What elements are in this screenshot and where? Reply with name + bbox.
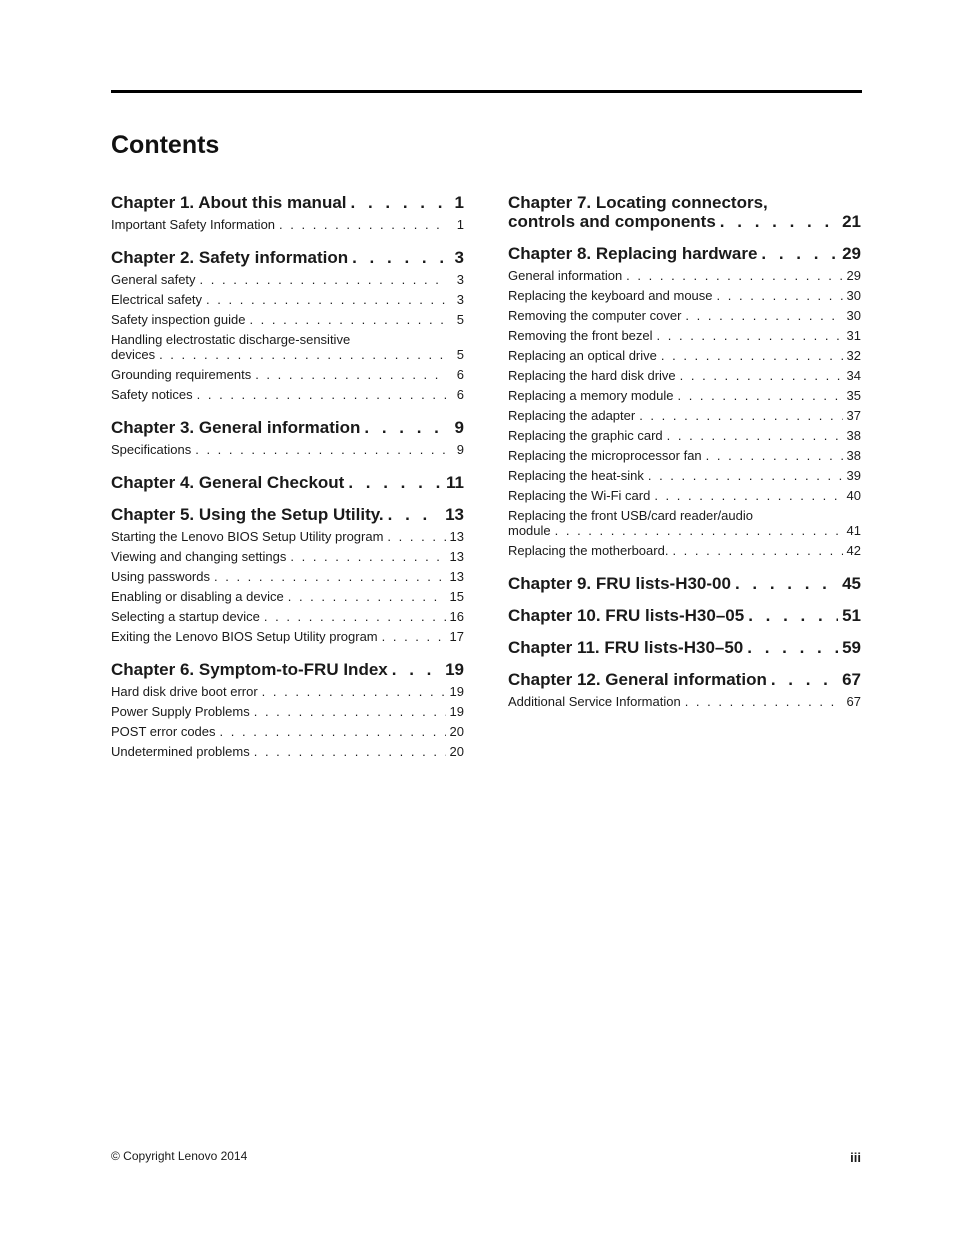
chapter-link[interactable] <box>111 418 464 437</box>
dot-leader <box>392 660 441 679</box>
dot-leader <box>351 193 446 212</box>
entry-line <box>508 268 861 283</box>
toc-entry[interactable] <box>111 567 464 587</box>
dot-leader <box>654 488 842 503</box>
toc-entry[interactable] <box>111 440 464 460</box>
entry-title: Grounding requirements <box>111 367 252 382</box>
chapter-page-number: 67 <box>842 670 861 689</box>
dot-leader <box>657 328 843 343</box>
chapter-link[interactable] <box>508 244 861 263</box>
entry-title: Important Safety Information <box>111 217 276 232</box>
entry-line <box>508 523 861 538</box>
toc-entry[interactable] <box>111 607 464 627</box>
toc-chapter <box>111 473 464 492</box>
dot-leader <box>254 704 446 719</box>
dot-leader <box>735 574 838 593</box>
chapter-link[interactable] <box>508 670 861 689</box>
dot-leader <box>387 529 445 544</box>
chapter-page-number: 9 <box>454 418 464 437</box>
dot-leader <box>626 268 842 283</box>
entry-title: Replacing the motherboard. <box>508 543 669 558</box>
dot-leader <box>667 428 843 443</box>
chapter-title: Chapter 12. General information <box>508 670 767 689</box>
dot-leader <box>290 549 445 564</box>
toc-entry-list <box>111 527 464 647</box>
dot-leader <box>685 308 842 323</box>
chapter-title: Chapter 6. Symptom-to-FRU Index <box>111 660 388 679</box>
dot-leader <box>264 609 446 624</box>
entry-page-number: 5 <box>456 347 464 362</box>
toc-entry[interactable] <box>508 406 861 426</box>
toc-entry[interactable] <box>111 270 464 290</box>
dot-leader <box>159 347 446 362</box>
entry-page-number: 6 <box>456 387 464 402</box>
entry-title: Undetermined problems <box>111 744 250 759</box>
entry-title: Hard disk drive boot error <box>111 684 258 699</box>
entry-page-number: 39 <box>846 468 861 483</box>
toc-chapter <box>508 244 861 561</box>
page-title: Contents <box>111 131 220 159</box>
chapter-link[interactable] <box>508 574 861 593</box>
entry-line <box>508 348 861 363</box>
page-number: iii <box>850 1150 861 1165</box>
dot-leader <box>388 505 441 524</box>
entry-line <box>111 629 464 644</box>
toc-entry[interactable] <box>508 506 861 541</box>
entry-title: Replacing the adapter <box>508 408 636 423</box>
entry-title: Electrical safety <box>111 292 203 307</box>
dot-leader <box>348 473 442 492</box>
entry-title: Replacing a memory module <box>508 388 674 403</box>
toc-entry[interactable] <box>508 346 861 366</box>
chapter-link[interactable] <box>111 660 464 679</box>
entry-page-number: 34 <box>846 368 861 383</box>
toc-entry-list <box>111 682 464 762</box>
entry-page-number: 19 <box>449 684 464 699</box>
entry-line <box>111 609 464 624</box>
chapter-page-number: 51 <box>842 606 861 625</box>
chapter-link[interactable] <box>111 473 464 492</box>
chapter-page-number: 21 <box>842 212 861 231</box>
chapter-title: Chapter 5. Using the Setup Utility. <box>111 505 384 524</box>
entry-line <box>508 328 861 343</box>
entry-title-line: Replacing the front USB/card reader/audio <box>508 508 753 523</box>
entry-page-number: 29 <box>846 268 861 283</box>
entry-title: Replacing the Wi-Fi card <box>508 488 651 503</box>
toc-chapter <box>111 193 464 235</box>
dot-leader <box>677 388 842 403</box>
chapter-link[interactable] <box>508 212 861 231</box>
entry-title: Replacing the graphic card <box>508 428 663 443</box>
toc-entry[interactable] <box>508 366 861 386</box>
entry-line <box>111 724 464 739</box>
toc-entry-list <box>508 266 861 561</box>
chapter-page-number: 45 <box>842 574 861 593</box>
chapter-link[interactable] <box>111 505 464 524</box>
dot-leader <box>249 312 446 327</box>
entry-page-number: 32 <box>846 348 861 363</box>
dot-leader <box>672 543 842 558</box>
entry-page-number: 5 <box>456 312 464 327</box>
entry-line <box>111 549 464 564</box>
entry-line <box>111 217 464 232</box>
entry-line <box>111 347 464 362</box>
toc-column-left <box>111 193 464 775</box>
chapter-page-number: 11 <box>446 473 464 492</box>
entry-title: Replacing the keyboard and mouse <box>508 288 713 303</box>
entry-title: Starting the Lenovo BIOS Setup Utility program <box>111 529 384 544</box>
entry-line <box>111 704 464 719</box>
dot-leader <box>661 348 843 363</box>
dot-leader <box>352 248 446 267</box>
toc-chapter <box>111 418 464 460</box>
entry-title: Safety inspection guide <box>111 312 246 327</box>
entry-page-number: 20 <box>449 724 464 739</box>
toc-entry[interactable] <box>111 215 464 235</box>
chapter-title: Chapter 4. General Checkout <box>111 473 345 492</box>
entry-title: General information <box>508 268 623 283</box>
toc-entry[interactable] <box>111 722 464 742</box>
dot-leader <box>214 569 446 584</box>
dot-leader <box>720 212 838 231</box>
toc-entry[interactable] <box>111 587 464 607</box>
toc-chapter <box>508 193 861 231</box>
toc-entry[interactable] <box>508 466 861 486</box>
toc-entry[interactable] <box>508 306 861 326</box>
toc-entry[interactable] <box>508 486 861 506</box>
toc-chapter <box>508 638 861 657</box>
chapter-page-number: 29 <box>842 244 861 263</box>
dot-leader <box>717 288 843 303</box>
entry-line <box>111 272 464 287</box>
dot-leader <box>382 629 446 644</box>
entry-title: Enabling or disabling a device <box>111 589 284 604</box>
toc-entry[interactable] <box>111 527 464 547</box>
chapter-link[interactable] <box>508 638 861 657</box>
toc-chapter <box>508 670 861 712</box>
entry-line <box>508 368 861 383</box>
entry-page-number: 37 <box>846 408 861 423</box>
dot-leader <box>195 442 446 457</box>
toc-chapter <box>111 660 464 762</box>
toc-entry[interactable] <box>111 547 464 567</box>
chapter-title-line[interactable]: Chapter 7. Locating connectors, <box>508 193 768 212</box>
entry-title: Selecting a startup device <box>111 609 260 624</box>
entry-line <box>111 387 464 402</box>
toc-entry[interactable] <box>508 386 861 406</box>
entry-page-number: 6 <box>456 367 464 382</box>
entry-line <box>508 448 861 463</box>
toc-entry[interactable] <box>111 330 464 365</box>
entry-title: devices <box>111 347 156 362</box>
entry-line <box>508 543 861 558</box>
dot-leader <box>685 694 843 709</box>
entry-page-number: 9 <box>456 442 464 457</box>
entry-line <box>508 388 861 403</box>
dot-leader <box>262 684 446 699</box>
toc-entry[interactable] <box>111 385 464 405</box>
entry-page-number: 42 <box>846 543 861 558</box>
entry-page-number: 16 <box>449 609 464 624</box>
toc-entry-list <box>111 440 464 460</box>
dot-leader <box>197 387 446 402</box>
entry-line <box>508 488 861 503</box>
top-rule <box>111 90 862 93</box>
toc-entry[interactable] <box>111 702 464 722</box>
entry-line <box>508 288 861 303</box>
entry-title: Replacing an optical drive <box>508 348 657 363</box>
toc-entry-list <box>508 692 861 712</box>
dot-leader <box>255 367 446 382</box>
dot-leader <box>748 606 838 625</box>
dot-leader <box>279 217 446 232</box>
entry-title-line: Handling electrostatic discharge-sensitive <box>111 332 351 347</box>
entry-page-number: 20 <box>449 744 464 759</box>
dot-leader <box>206 292 446 307</box>
dot-leader <box>364 418 446 437</box>
toc-chapter <box>508 574 861 593</box>
entry-title: Safety notices <box>111 387 193 402</box>
entry-page-number: 40 <box>846 488 861 503</box>
entry-title: Using passwords <box>111 569 210 584</box>
chapter-title: Chapter 1. About this manual <box>111 193 347 212</box>
entry-page-number: 13 <box>449 549 464 564</box>
dot-leader <box>706 448 843 463</box>
chapter-title: Chapter 2. Safety information <box>111 248 349 267</box>
toc-entry-list <box>111 270 464 405</box>
dot-leader <box>555 523 843 538</box>
entry-title: Power Supply Problems <box>111 704 250 719</box>
entry-page-number: 38 <box>846 428 861 443</box>
chapter-page-number: 13 <box>445 505 464 524</box>
entry-title: Additional Service Information <box>508 694 681 709</box>
dot-leader <box>288 589 446 604</box>
toc-entry[interactable] <box>111 365 464 385</box>
dot-leader <box>220 724 446 739</box>
entry-line <box>508 468 861 483</box>
entry-page-number: 31 <box>846 328 861 343</box>
dot-leader <box>771 670 838 689</box>
entry-page-number: 41 <box>846 523 861 538</box>
entry-title: Removing the front bezel <box>508 328 653 343</box>
dot-leader <box>648 468 843 483</box>
toc-entry-list <box>111 215 464 235</box>
entry-title: Replacing the heat-sink <box>508 468 644 483</box>
entry-line <box>111 684 464 699</box>
entry-title: General safety <box>111 272 196 287</box>
entry-line <box>508 308 861 323</box>
toc-entry[interactable] <box>111 742 464 762</box>
entry-line <box>111 569 464 584</box>
chapter-title: Chapter 11. FRU lists-H30–50 <box>508 638 744 657</box>
entry-line <box>111 367 464 382</box>
chapter-title: Chapter 10. FRU lists-H30–05 <box>508 606 745 625</box>
entry-page-number: 13 <box>449 569 464 584</box>
entry-page-number: 38 <box>846 448 861 463</box>
entry-line <box>111 529 464 544</box>
toc-entry[interactable] <box>508 446 861 466</box>
entry-page-number: 30 <box>846 308 861 323</box>
entry-title: Specifications <box>111 442 192 457</box>
chapter-title: Chapter 3. General information <box>111 418 361 437</box>
toc-chapter <box>111 505 464 647</box>
entry-title: Removing the computer cover <box>508 308 682 323</box>
chapter-title: controls and components <box>508 212 716 231</box>
toc-entry[interactable] <box>508 541 861 561</box>
chapter-page-number: 59 <box>842 638 861 657</box>
entry-title: POST error codes <box>111 724 216 739</box>
dot-leader <box>680 368 843 383</box>
toc-chapter <box>111 248 464 405</box>
chapter-link[interactable] <box>111 193 464 212</box>
copyright: © Copyright Lenovo 2014 <box>111 1149 248 1163</box>
entry-page-number: 15 <box>449 589 464 604</box>
entry-title: Viewing and changing settings <box>111 549 287 564</box>
entry-line <box>111 442 464 457</box>
dot-leader <box>761 244 838 263</box>
toc-entry[interactable] <box>111 310 464 330</box>
entry-title: module <box>508 523 551 538</box>
toc-entry[interactable] <box>508 266 861 286</box>
entry-line <box>508 428 861 443</box>
entry-page-number: 30 <box>846 288 861 303</box>
entry-title: Exiting the Lenovo BIOS Setup Utility program <box>111 629 378 644</box>
entry-page-number: 3 <box>456 292 464 307</box>
chapter-title: Chapter 9. FRU lists-H30-00 <box>508 574 731 593</box>
entry-page-number: 35 <box>846 388 861 403</box>
entry-page-number: 1 <box>456 217 464 232</box>
entry-title: Replacing the hard disk drive <box>508 368 676 383</box>
chapter-page-number: 1 <box>454 193 464 212</box>
toc-entry[interactable] <box>508 286 861 306</box>
chapter-link[interactable] <box>111 248 464 267</box>
toc-entry[interactable] <box>508 426 861 446</box>
entry-page-number: 67 <box>846 694 861 709</box>
dot-leader <box>200 272 446 287</box>
toc-entry[interactable] <box>111 627 464 647</box>
entry-page-number: 17 <box>449 629 464 644</box>
entry-page-number: 3 <box>456 272 464 287</box>
toc-entry[interactable] <box>508 326 861 346</box>
entry-title: Replacing the microprocessor fan <box>508 448 702 463</box>
entry-line <box>111 292 464 307</box>
entry-line <box>508 408 861 423</box>
dot-leader <box>747 638 838 657</box>
chapter-title: Chapter 8. Replacing hardware <box>508 244 758 263</box>
chapter-link[interactable] <box>508 606 861 625</box>
entry-line <box>111 589 464 604</box>
entry-page-number: 19 <box>449 704 464 719</box>
entry-page-number: 13 <box>449 529 464 544</box>
chapter-page-number: 19 <box>445 660 464 679</box>
toc-entry[interactable] <box>111 682 464 702</box>
dot-leader <box>254 744 446 759</box>
entry-line <box>508 694 861 709</box>
toc-entry[interactable] <box>508 692 861 712</box>
dot-leader <box>639 408 842 423</box>
chapter-page-number: 3 <box>454 248 464 267</box>
entry-line <box>111 744 464 759</box>
toc-entry[interactable] <box>111 290 464 310</box>
entry-line <box>111 312 464 327</box>
toc-chapter <box>508 606 861 625</box>
toc-column-right <box>508 193 861 725</box>
